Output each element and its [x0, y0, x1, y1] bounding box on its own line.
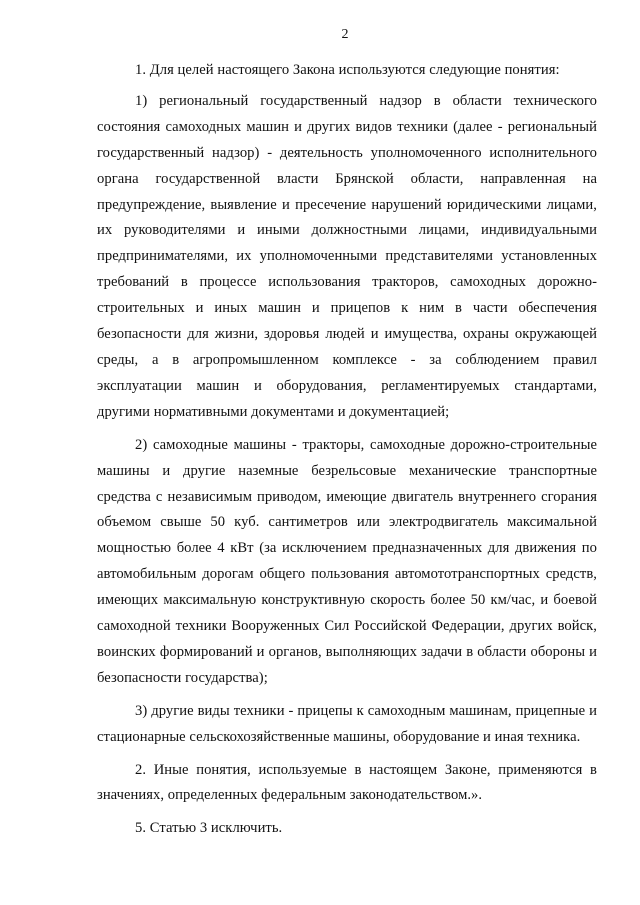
paragraph-article-3-removal: 5. Статью 3 исключить.: [135, 820, 283, 837]
page-number: 2: [341, 27, 349, 42]
paragraph-regional-supervision: 1) региональный государственный надзор в области технического состояния самоходных машин и других видов техники (далее - региональный государственный надзор) - деятельность уполномоченного исполнительного органа государственной власти Брянской области, направленная на предупреждение, выявление и пресечение нарушений юридическими лицами, их руководителями и иными должностными лицами, индивидуальными предпринимателями, их уполномоченными представителями установленных требований в процессе использования тракторов, самоходных дорожно-строительных и иных машин и прицепов к ним в части обеспечения безопасности для жизни, здоровья людей и имущества, охраны окружающей среды, а в агропромышленном комплексе - за соблюдением правил эксплуатации машин и оборудования, регламентируемых стандартами, другими нормативными документами и документацией;: [97, 92, 597, 420]
paragraph-self-propelled-machines: 2) самоходные машины - тракторы, самоходные дорожно-строительные машины и другие наземные безрельсовые механические транспортные средства с независимым приводом, имеющие двигатель внутреннего сгорания объемом свыше 50 куб. сантиметров или электродвигатель максимальной мощностью более 4 кВт (за исключением предназначенных для движения по автомобильным дорогам общего пользования автомототранспортных средств, имеющих максимальную конструктивную скорость более 50 км/час, и боевой самоходной техники Вооруженных Сил Российской Федерации, других войск, воинских формирований и органов, выполняющих задачи в области обороны и безопасности государства);: [97, 436, 597, 686]
document-body: [97, 58, 597, 842]
paragraph-definitions-intro: 1. Для целей настоящего Закона используются следующие понятия:: [135, 62, 560, 78]
paragraph-other-terms: 2. Иные понятия, используемые в настоящем Законе, применяются в значениях, определенных федеральным законодательством.».: [97, 761, 597, 804]
paragraph-other-equipment: 3) другие виды техники - прицепы к самоходным машинам, прицепные и стационарные сельскохозяйственные машины, оборудование и иная техника.: [97, 702, 597, 745]
